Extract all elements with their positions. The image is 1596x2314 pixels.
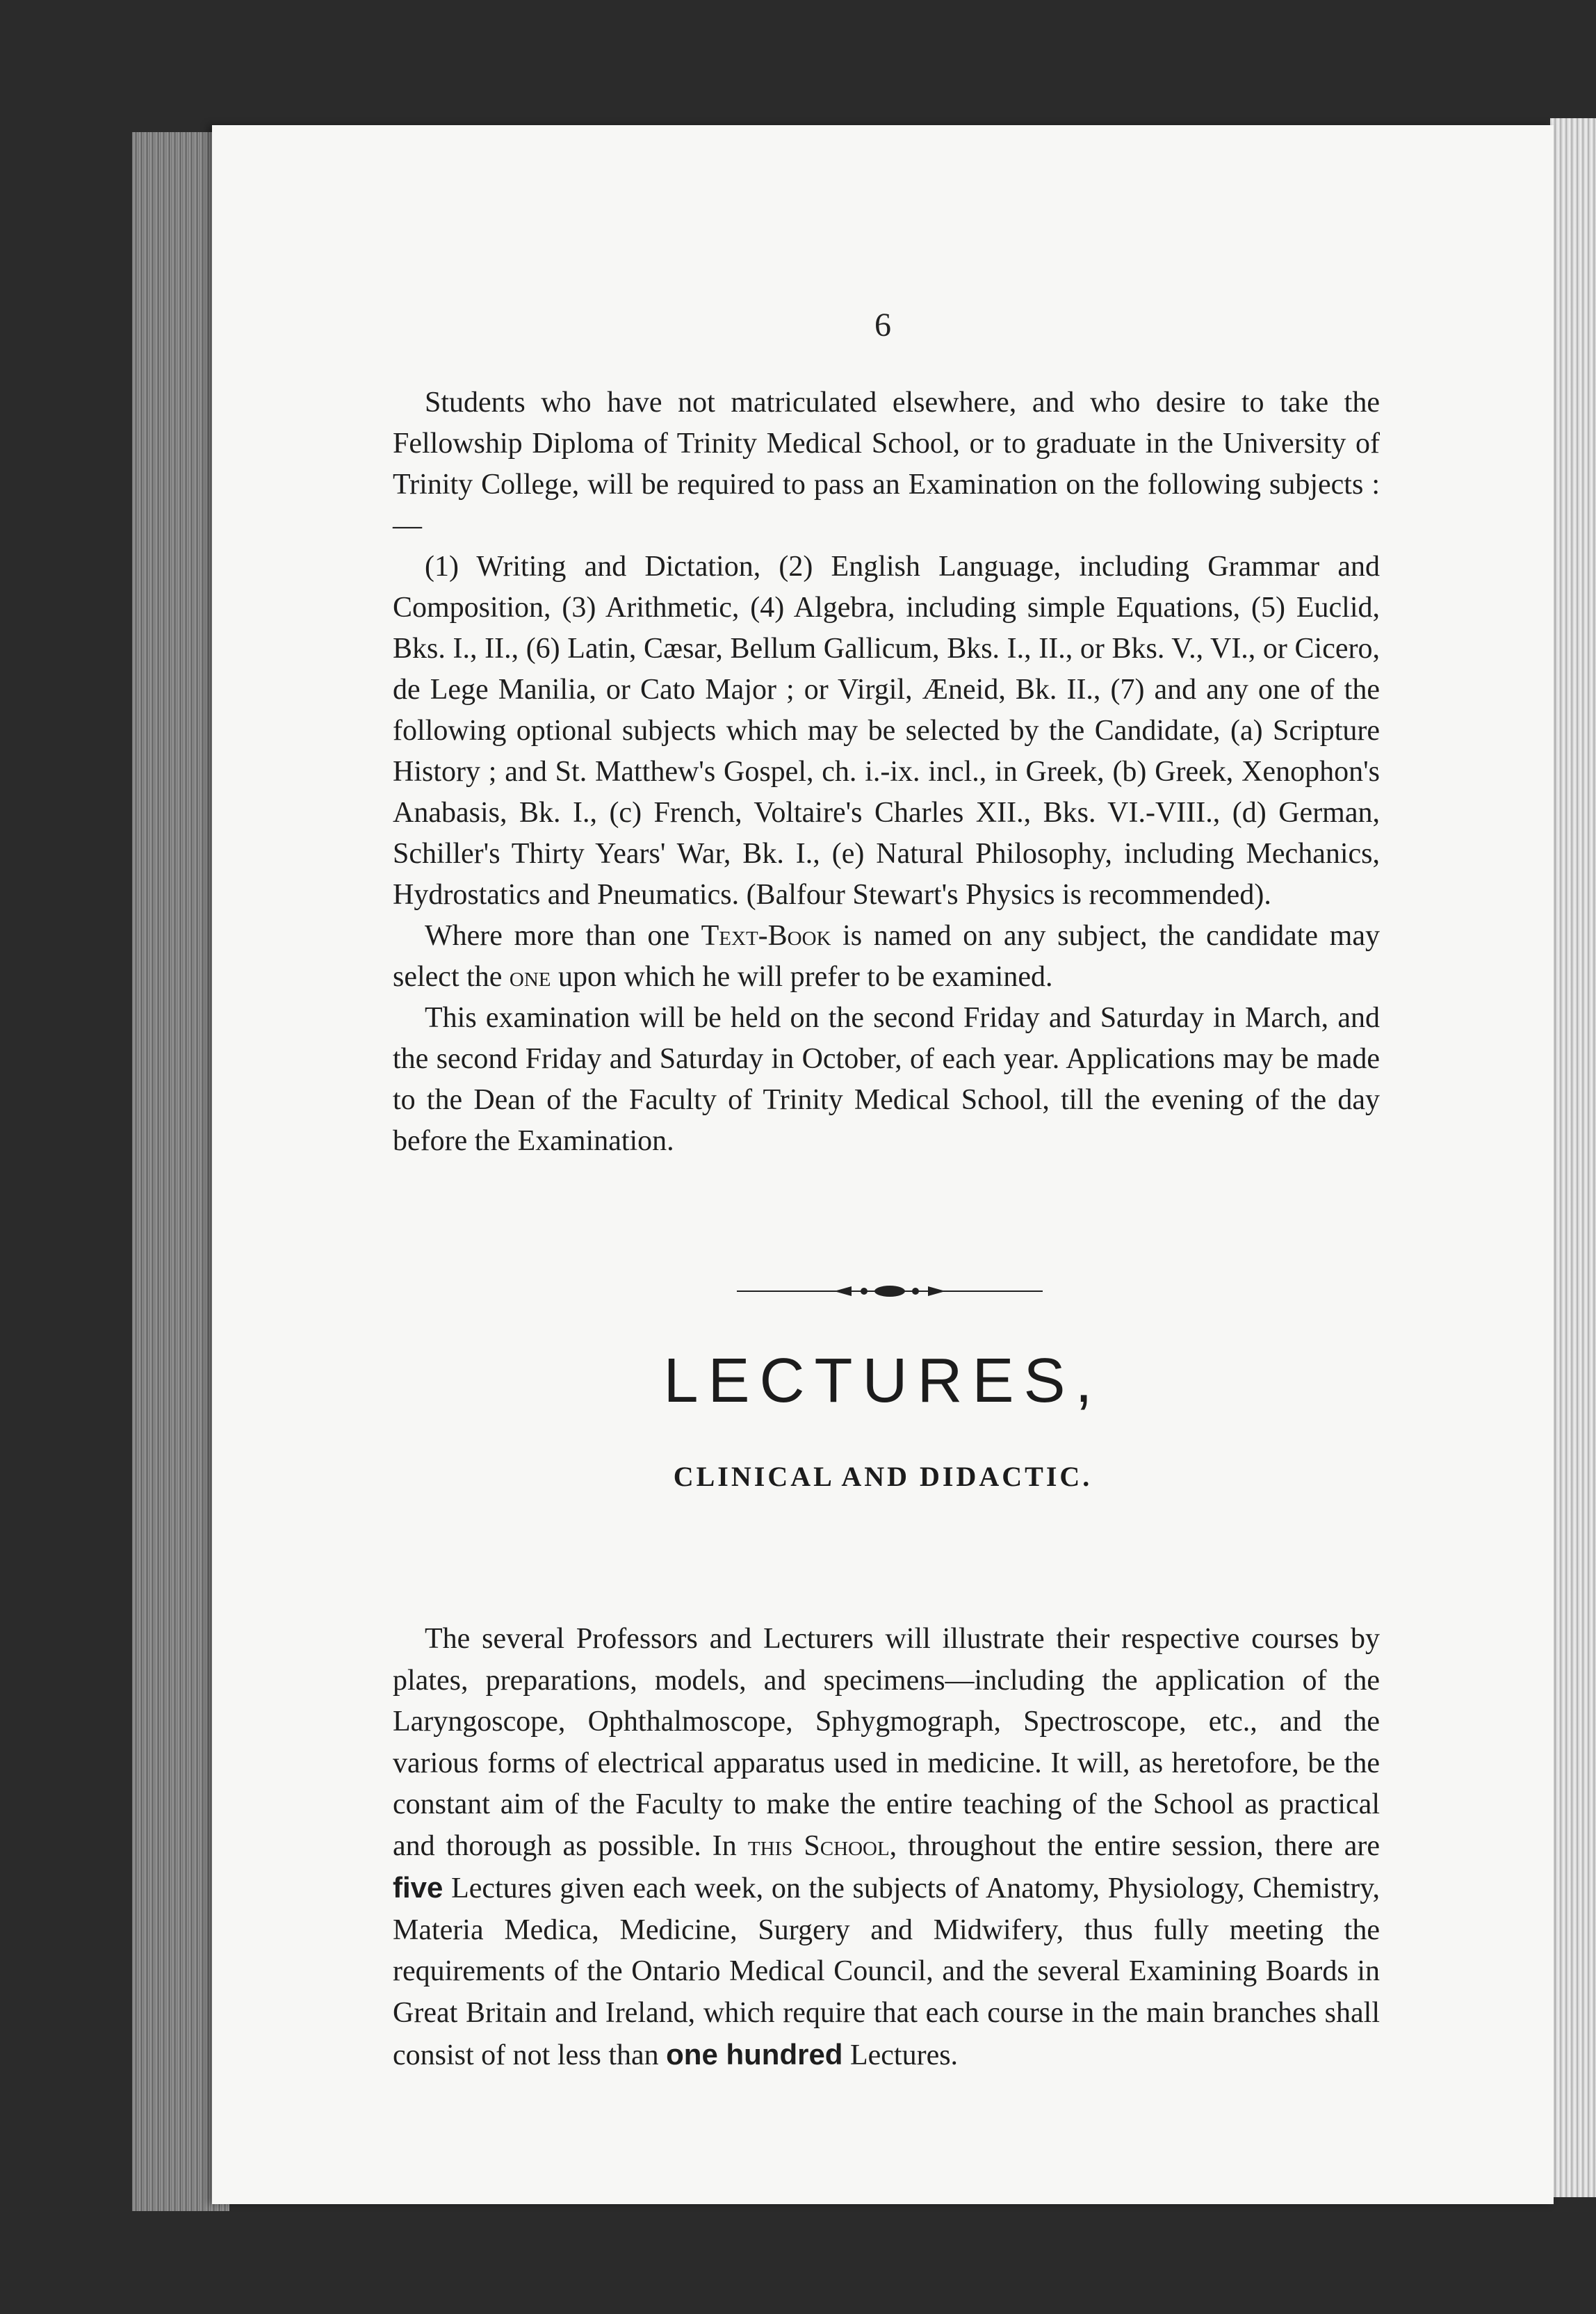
book-right-edge <box>1550 118 1596 2197</box>
lectures-title: LECTURES, <box>663 1346 1102 1416</box>
lectures-section <box>393 1619 1380 2077</box>
textbook-note <box>393 916 1380 998</box>
examination-schedule: This examination will be held on the second Friday and Saturday in March, and the second Friday and Saturday in October, of each year. Applications may be made to the Dean of the Faculty of Trinity Medical School, till the evening of the day before the Examination. <box>393 1002 1380 1157</box>
textbook-one: one <box>509 961 551 993</box>
lectures-paragraph <box>393 1619 1380 2077</box>
textbook-note-after: upon which he will prefer to be examined. <box>551 961 1053 993</box>
lectures-text-2: , throughout the entire session, there are <box>889 1829 1380 1862</box>
lectures-text-1: The several Professors and Lecturers will illustrate their respective courses by plates, preparations, models, and specimens—including the application of the Laryngoscope, Ophthalmoscope, Sphygmograph, Spectroscope, etc., and the various forms of electrical apparatus used in medicine. It will, as heretofore, be the constant aim of the Faculty to make the entire teaching of the School as practical and thorough as possible. In <box>393 1623 1380 1862</box>
textbook-note-middle: is named on any subject, the candidate may select the <box>393 920 1380 993</box>
five-emphasis: five <box>393 1871 443 1904</box>
lectures-text-4: Lectures. <box>842 2039 959 2071</box>
lectures-text-3: Lectures given each week, on the subjects of Anatomy, Physiology, Chemistry, Materia Medica, Medicine, Surgery and Midwifery, thus fully meeting the requirements of the Ontario Medical Council, and the several Examining Boards in Great Britain and Ireland, which require that each course in the main branches shall consist of not less than <box>393 1872 1380 2071</box>
textbook-note-before: Where more than one <box>425 920 701 952</box>
matriculation-intro: Students who have not matriculated elsewhere, and who desire to take the Fellowship Diploma of Trinity Medical School, or to graduate in the University of Trinity College, will be required to pass an Examination on the following subjects :— <box>393 387 1380 542</box>
page-number: 6 <box>874 307 891 343</box>
examination-subjects: (1) Writing and Dictation, (2) English Language, including Grammar and Composition, (3) Arithmetic, (4) Algebra, including simple Equations, (5) Euclid, Bks. I., II., (6) Latin, Cæsar, Bellum Gallicum, Bks. I., II., or Bks. V., VI., or Cicero, de Lege Manilia, or Cato Major ; or Virgil, Æneid, Bk. II., (7) and any one of the following optional subjects which may be selected by the Candidate, (a) Scripture History ; and St. Matthew's Gospel, ch. i.-ix. incl., in Greek, (b) Greek, Xenophon's Anabasis, Bk. I., (c) French, Voltaire's Charles XII., Bks. VI.-VIII., (d) German, Schiller's Thirty Years' War, Bk. I., (e) Natural Philosophy, including Mechanics, Hydrostatics and Pneumatics. (Balfour Stewart's Physics is recommended). <box>393 551 1380 911</box>
this-school-text: this School <box>747 1829 890 1862</box>
ornamental-divider <box>737 1283 1043 1300</box>
textbook-term: Text-Book <box>701 920 831 952</box>
lectures-subtitle: CLINICAL AND DIDACTIC. <box>673 1461 1093 1492</box>
book-page <box>212 125 1554 2204</box>
one-hundred-emphasis: one hundred <box>666 2038 843 2071</box>
matriculation-section <box>393 382 1380 1162</box>
